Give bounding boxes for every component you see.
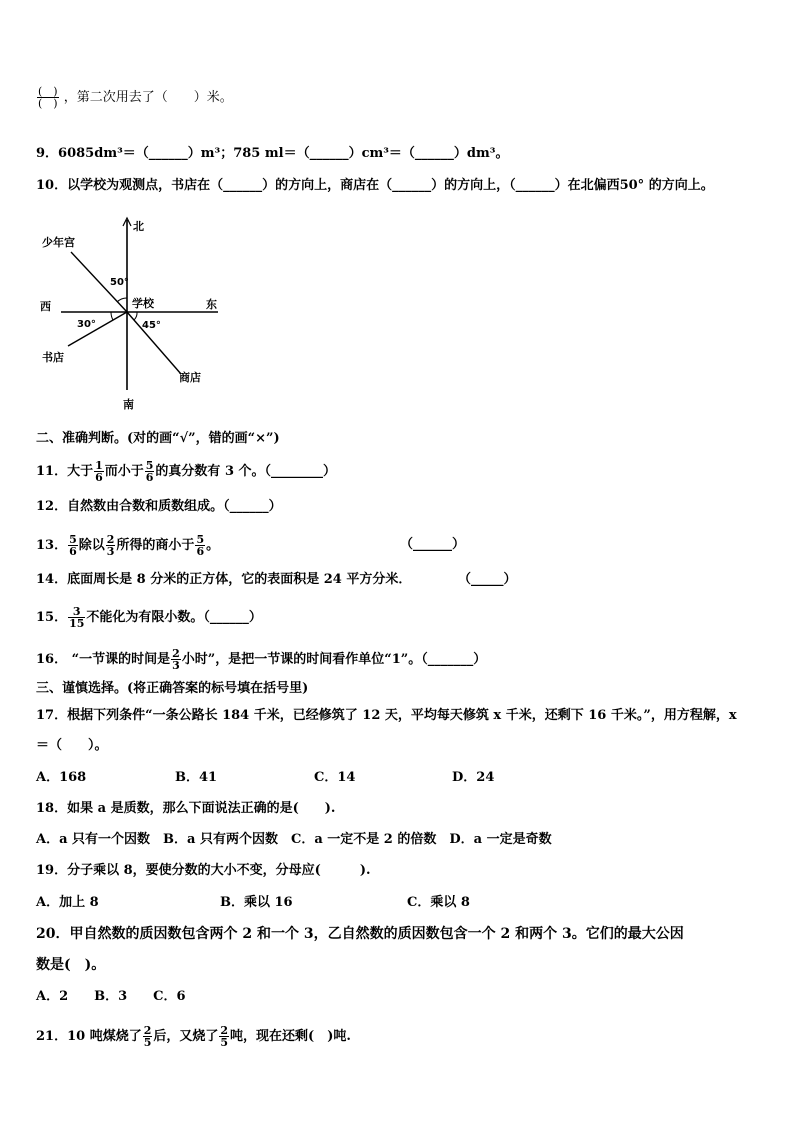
fraction xyxy=(106,534,116,557)
q17-option-c: C．14 xyxy=(314,770,356,785)
q19-option-a: A．加上 8 xyxy=(36,895,99,910)
question-8-tail xyxy=(36,86,233,109)
section-2-title: 二、准确判断。(对的画“√”，错的画“×”) xyxy=(36,431,280,446)
q13-pre: 13． xyxy=(36,538,68,553)
question-17-line2: ＝（ ）。 xyxy=(36,738,108,753)
q21-mid: 后，又烧了 xyxy=(153,1029,219,1044)
q11-pre: 11．大于 xyxy=(36,464,94,479)
denominator: 6 xyxy=(145,471,154,484)
q21-pre: 21．10 吨煤烧了 xyxy=(36,1029,142,1044)
denominator: 5 xyxy=(143,1036,152,1049)
denominator: 6 xyxy=(196,545,205,558)
fraction xyxy=(145,460,155,483)
numerator: 2 xyxy=(143,1024,152,1037)
label-youth-palace: 少年宫 xyxy=(42,236,75,249)
q16-post: 小时”，是把一节课的时间看作单位“1”。（_______） xyxy=(181,652,487,667)
angle-label-30: 30° xyxy=(77,319,96,330)
denominator: 15 xyxy=(69,617,85,630)
fraction xyxy=(94,460,104,483)
question-18: 18．如果 a 是质数，那么下面说法正确的是( ). xyxy=(36,801,336,816)
question-16 xyxy=(36,648,486,671)
numerator: 2 xyxy=(172,647,180,660)
numerator: 5 xyxy=(196,533,205,546)
q17-option-b: B．41 xyxy=(175,770,218,785)
label-shop: 商店 xyxy=(179,371,201,384)
direction-diagram xyxy=(36,212,236,412)
numerator: 5 xyxy=(69,533,77,546)
blank-numerator: ( ) xyxy=(38,85,58,98)
denominator: 6 xyxy=(69,545,77,558)
question-15 xyxy=(36,606,262,629)
question-21 xyxy=(36,1025,351,1048)
question-13-blank: （______） xyxy=(400,537,466,552)
q20-options: A．2 B．3 C．6 xyxy=(36,989,186,1004)
numerator: 2 xyxy=(220,1024,229,1037)
fraction xyxy=(143,1025,153,1048)
q18-options: A．a 只有一个因数 B．a 只有两个因数 C．a 一定不是 2 的倍数 D．a 一定是奇数 xyxy=(36,832,552,847)
fraction xyxy=(68,534,78,557)
question-20-line2: 数是( )。 xyxy=(36,957,106,973)
q13-mid2: 所得的商小于 xyxy=(116,538,195,553)
fraction xyxy=(219,1025,229,1048)
label-west: 西 xyxy=(40,300,51,313)
section-3-title: 三、谨慎选择。(将正确答案的标号填在括号里) xyxy=(36,681,309,696)
denominator: 5 xyxy=(220,1036,229,1049)
angle-label-45: 45° xyxy=(142,320,161,331)
blank-fraction xyxy=(37,86,59,109)
numerator: 5 xyxy=(145,459,154,472)
label-east: 东 xyxy=(206,298,217,311)
q17-option-d: D．24 xyxy=(452,770,495,785)
q17-option-a: A．168 xyxy=(36,770,87,785)
fraction xyxy=(68,606,85,629)
question-20-line1: 20．甲自然数的质因数包含两个 2 和一个 3，乙自然数的质因数包含一个 2 和两个 3。它们的最大公因 xyxy=(36,926,684,942)
angle-arc-west xyxy=(111,312,113,320)
q15-pre: 15． xyxy=(36,610,68,625)
numerator: 2 xyxy=(106,533,115,546)
denominator: 3 xyxy=(106,545,115,558)
q13-end: 。 xyxy=(206,538,220,553)
angle-arc-east xyxy=(134,312,137,320)
label-bookstore: 书店 xyxy=(42,351,64,364)
question-9: 9．6085dm³＝（______）m³；785 ml＝（______）cm³＝（______）dm³。 xyxy=(36,146,509,161)
question-8-text: ，第二次用去了（ ）米。 xyxy=(63,90,233,105)
question-10: 10．以学校为观测点，书店在（______）的方向上，商店在（______）的方向上，（______）在北偏西50° 的方向上。 xyxy=(36,178,714,193)
question-11 xyxy=(36,460,336,483)
label-south: 南 xyxy=(123,398,134,411)
question-19: 19．分子乘以 8，要使分数的大小不变，分母应( ). xyxy=(36,863,371,878)
question-14-blank: （_____） xyxy=(458,572,517,587)
angle-label-50: 50° xyxy=(110,277,129,288)
question-13 xyxy=(36,534,219,557)
q16-pre: 16． “一节课的时间是 xyxy=(36,652,171,667)
q19-option-c: C．乘以 8 xyxy=(407,895,470,910)
question-17-line1: 17．根据下列条件“一条公路长 184 千米，已经修筑了 12 天，平均每天修筑 x 千米，还剩下 16 千米。”，用方程解，x xyxy=(36,708,737,723)
q11-mid: 而小于 xyxy=(104,464,144,479)
fraction xyxy=(171,648,181,671)
q11-post: 的真分数有 3 个。（________） xyxy=(155,464,337,479)
q21-post: 吨，现在还剩( )吨. xyxy=(230,1029,351,1044)
blank-denominator: ( ) xyxy=(38,97,58,110)
numerator: 1 xyxy=(95,459,103,472)
fraction xyxy=(195,534,205,557)
label-school: 学校 xyxy=(132,297,154,310)
q13-mid1: 除以 xyxy=(78,538,105,553)
angle-arc-north xyxy=(117,298,127,302)
denominator: 3 xyxy=(172,659,180,672)
denominator: 6 xyxy=(95,471,103,484)
question-14: 14．底面周长是 8 分米的正方体，它的表面积是 24 平方分米． xyxy=(36,572,412,587)
label-north: 北 xyxy=(133,220,144,233)
question-12: 12．自然数由合数和质数组成。（______） xyxy=(36,499,282,514)
q15-post: 不能化为有限小数。（______） xyxy=(86,610,262,625)
numerator: 3 xyxy=(68,606,85,618)
q19-option-b: B．乘以 16 xyxy=(220,895,293,910)
